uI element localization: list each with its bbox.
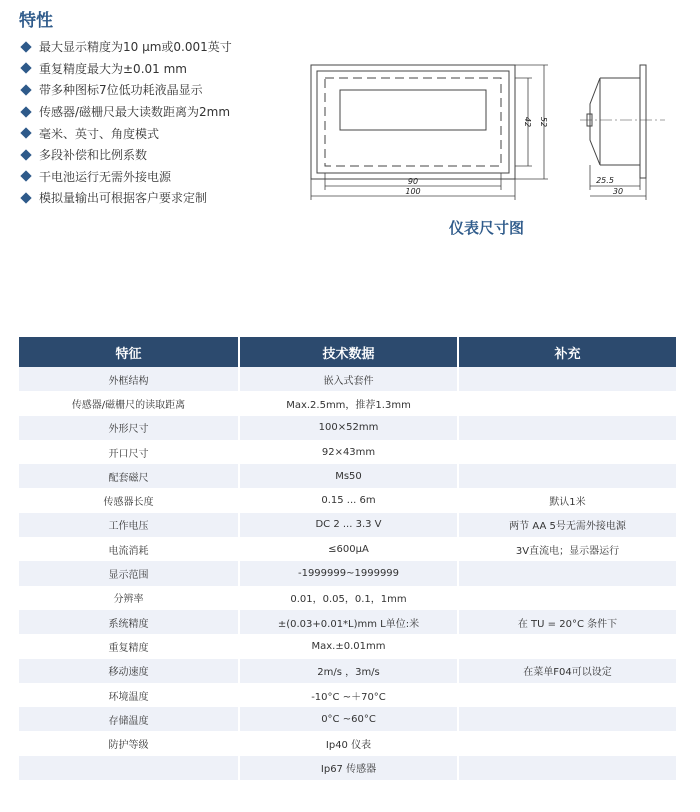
table-row [19,756,676,780]
table-cell: 传感器长度 [19,488,238,512]
table-cell: 环境温度 [19,683,238,707]
front-dimension-lines [311,65,548,200]
table-cell: 默认1米 [457,488,676,512]
table-row [19,440,676,464]
feature-text: 多段补偿和比例系数 [39,148,148,163]
features-title: 特性 [19,11,53,31]
column-header: 特征 [19,337,238,367]
table-cell: 2m/s ，3m/s [238,659,457,683]
table-cell: Max.±0.01mm [238,634,457,658]
table-row [19,537,676,561]
diamond-bullet-icon [20,41,31,52]
table-row [19,683,676,707]
table-row [19,731,676,755]
diamond-bullet-icon [20,171,31,182]
table-cell: 移动速度 [19,659,238,683]
side-view [580,65,665,178]
table-cell: 工作电压 [19,513,238,537]
side-front-bezel [640,65,646,178]
column-header: 技术数据 [238,337,457,367]
feature-item [19,58,232,80]
cutout-outline [325,78,501,166]
table-cell: 开口尺寸 [19,440,238,464]
feature-item [19,166,232,188]
table-row [19,488,676,512]
table-cell [457,561,676,585]
table-cell: 传感器/磁栅尺的读取距离 [19,391,238,415]
table-cell: 0.15 ... 6m [238,488,457,512]
diamond-bullet-icon [20,106,31,117]
table-cell: 嵌入式套件 [238,367,457,391]
table-cell [457,416,676,440]
table-row [19,367,676,391]
table-row [19,659,676,683]
table-cell [457,586,676,610]
table-row [19,416,676,440]
drawing-caption: 仪表尺寸图 [449,219,525,237]
feature-text: 带多种图标7位低功耗液晶显示 [39,83,203,98]
table-cell [457,440,676,464]
display-window [340,90,486,130]
feature-text: 毫米、英寸、角度模式 [39,126,160,141]
feature-text: 模拟量输出可根据客户要求定制 [39,191,208,206]
table-header-row [19,337,676,367]
table-cell: 电流消耗 [19,537,238,561]
table-cell: 存储温度 [19,707,238,731]
diamond-bullet-icon [20,84,31,95]
table-cell: 在 TU = 20°C 条件下 [457,610,676,634]
table-cell: ≤600μA [238,537,457,561]
table-cell: Ip40 仪表 [238,731,457,755]
table-cell: Ip67 传感器 [238,756,457,780]
table-cell [457,367,676,391]
table-cell [457,683,676,707]
table-cell: 0°C ~60°C [238,707,457,731]
table-row [19,391,676,415]
dim-100-label: 100 [405,187,421,196]
front-inner-border [317,71,509,173]
dim-52-label: 52 [539,116,548,128]
table-cell: -1999999~1999999 [238,561,457,585]
diamond-bullet-icon [20,149,31,160]
table-cell [457,707,676,731]
table-row [19,586,676,610]
feature-item [19,36,232,58]
table-cell: 重复精度 [19,634,238,658]
table-cell: 0.01，0.05，0.1，1mm [238,586,457,610]
dim-30-label: 30 [612,187,624,196]
table-cell [457,731,676,755]
table-row [19,610,676,634]
table-cell: 两节 AA 5号无需外接电源 [457,513,676,537]
feature-text: 重复精度最大为±0.01 mm [39,61,187,76]
table-cell [457,391,676,415]
table-cell: DC 2 ... 3.3 V [238,513,457,537]
feature-item [19,79,232,101]
feature-text: 干电池运行无需外接电源 [39,169,172,184]
table-cell: 100×52mm [238,416,457,440]
table-cell: -10°C ~＋70°C [238,683,457,707]
column-header: 补充 [457,337,676,367]
feature-item [19,101,232,123]
table-cell: 在菜单F04可以设定 [457,659,676,683]
table-cell: 防护等级 [19,731,238,755]
feature-item [19,144,232,166]
table-cell: 系统精度 [19,610,238,634]
table-cell: Ms50 [238,464,457,488]
table-cell [457,464,676,488]
table-cell: Max.2.5mm，推荐1.3mm [238,391,457,415]
diamond-bullet-icon [20,63,31,74]
table-cell: 92×43mm [238,440,457,464]
table-cell [457,756,676,780]
front-outer-frame [311,65,515,179]
table-row [19,513,676,537]
feature-text: 最大显示精度为10 µm或0.001英寸 [39,40,232,55]
side-body [600,78,640,165]
features-list [19,36,232,209]
feature-item [19,187,232,209]
diamond-bullet-icon [20,128,31,139]
diamond-bullet-icon [20,192,31,203]
table-cell: 配套磁尺 [19,464,238,488]
dim-25-5-label: 25.5 [596,176,614,185]
table-cell: 外形尺寸 [19,416,238,440]
dimension-drawing [300,58,670,210]
table-cell: 外框结构 [19,367,238,391]
front-view [311,65,515,179]
table-row [19,634,676,658]
table-cell [457,634,676,658]
feature-item [19,122,232,144]
dim-42-label: 42 [523,116,532,128]
table-cell [19,756,238,780]
table-row [19,561,676,585]
table-cell: ±(0.03+0.01*L)mm L单位:米 [238,610,457,634]
table-cell: 3V直流电；显示器运行 [457,537,676,561]
table-cell: 显示范围 [19,561,238,585]
table-row [19,707,676,731]
table-cell: 分辨率 [19,586,238,610]
spec-table [19,337,676,780]
table-row [19,464,676,488]
dim-90-label: 90 [407,177,419,186]
feature-text: 传感器/磁栅尺最大读数距离为2mm [39,105,231,120]
